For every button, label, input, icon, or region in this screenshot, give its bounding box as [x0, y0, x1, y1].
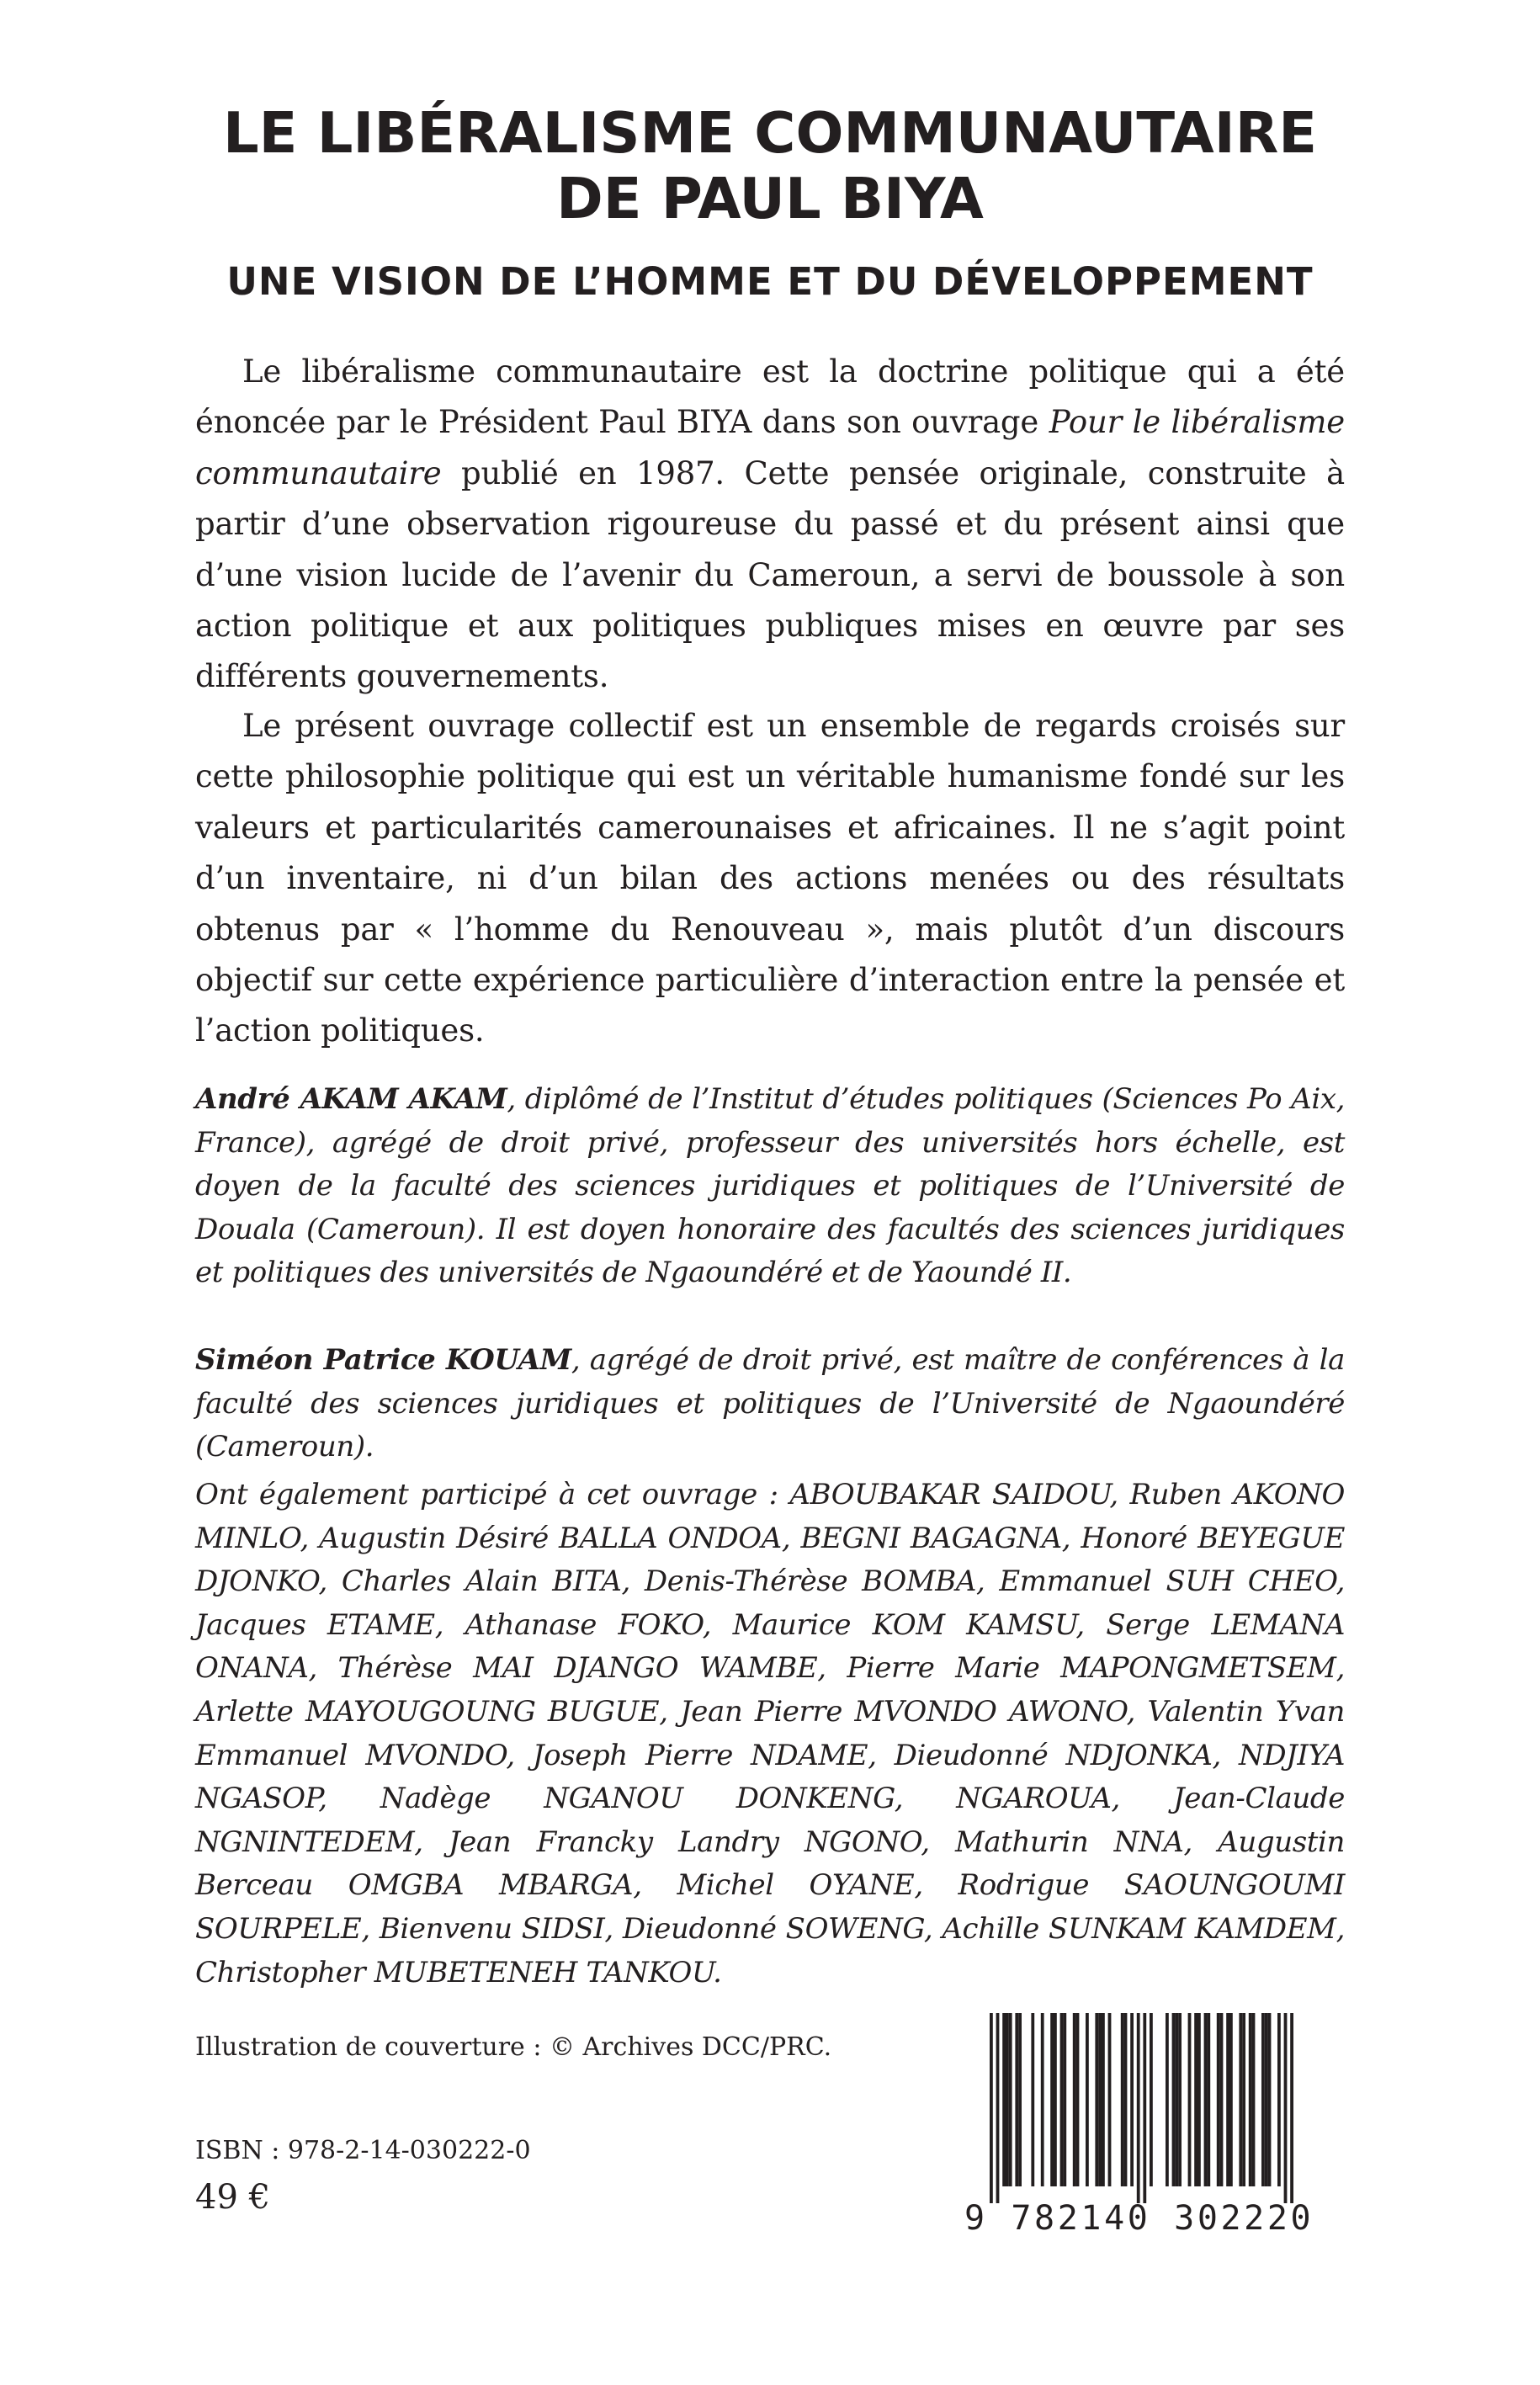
barcode-bar [1137, 2013, 1140, 2203]
barcode-bar [1124, 2013, 1128, 2186]
barcode-bar [1175, 2013, 1178, 2186]
barcode-bar [1018, 2013, 1022, 2186]
book-title-line-1: LE LIBÉRALISME COMMUNAUTAIRE [222, 100, 1318, 166]
isbn: ISBN : 978-2-14-030222-0 [195, 2136, 531, 2165]
referenced-book-title: Pour le libéralisme communautaire [195, 404, 1345, 491]
barcode-bar [1194, 2013, 1197, 2186]
barcode-bar [1050, 2013, 1054, 2186]
barcode-bar [1197, 2013, 1201, 2186]
barcode-digits: 9 782140 302220 [964, 2199, 1314, 2238]
barcode-bar [1284, 2013, 1288, 2203]
barcode-bar [1143, 2013, 1146, 2203]
barcode-bar [1217, 2013, 1220, 2186]
barcode-bar [1261, 2013, 1265, 2186]
barcode-bar [1102, 2013, 1105, 2186]
barcode-bar [1265, 2013, 1268, 2186]
barcode-bar [1188, 2013, 1192, 2186]
barcode-bar [1239, 2013, 1242, 2186]
barcode-bar [1252, 2013, 1256, 2186]
barcode-bar [1172, 2013, 1176, 2186]
price: 49 € [195, 2178, 271, 2217]
description-paragraph-2: Le présent ouvrage collectif est un ensemble de regards croisés sur cette philosophie politique qui est un véritable humanisme fondé sur les valeurs et particularités camerounaises et africaines. Il ne s’agit point d’un inventaire, ni d’un bilan des actions menées ou des résultats obtenus par « l’homme du Renouveau », mais plutôt d’un discours objectif sur cette expérience particulière d’interaction entre la pensée et l’action politiques. [195, 708, 1345, 1049]
barcode-bar [1031, 2013, 1034, 2186]
barcode-bar [1204, 2013, 1208, 2186]
barcode-bar [1073, 2013, 1076, 2186]
barcode-bar [1041, 2013, 1044, 2186]
author-bio-text: , agrégé de droit privé, est maître de conférences à la faculté des sciences juridiques et politiques de l’Université de Ngaoundéré (Cameroun). [195, 1343, 1346, 1464]
barcode-bar [1242, 2013, 1245, 2186]
author-bio-2 [195, 1339, 1345, 1469]
barcode-bar [1009, 2013, 1012, 2186]
barcode-bar [1095, 2013, 1098, 2186]
description-text: publié en 1987. Cette pensée originale, construite à partir d’une observation rigoureuse du passé et du présent ainsi que d’une vision lucide de l’avenir du Cameroun, a servi de boussole à son action politique et aux politiques publiques mises en œuvre par ses différents gouvernements. [195, 454, 1345, 695]
barcode-bar [1130, 2013, 1134, 2186]
author-name: Siméon Patrice KOUAM [195, 1343, 571, 1377]
barcode-bar [1076, 2013, 1080, 2186]
description-paragraph-1 [195, 347, 1345, 703]
barcode-bar [1060, 2013, 1064, 2186]
barcode-bar [1086, 2013, 1089, 2186]
author-name: André AKAM AKAM [195, 1082, 507, 1116]
barcode-bar [1015, 2013, 1018, 2186]
barcode-bar [1229, 2013, 1233, 2186]
barcode-bar [1220, 2013, 1224, 2186]
illustration-credit: Illustration de couverture : © Archives DCC/PRC. [195, 2032, 832, 2062]
barcode-bar [1121, 2013, 1124, 2186]
barcode-bar [1108, 2013, 1112, 2186]
author-bio-1 [195, 1078, 1345, 1295]
barcode-bar [1150, 2013, 1153, 2186]
barcode-bar [1063, 2013, 1066, 2186]
barcode [964, 2013, 1318, 2236]
author-bio-text: , diplômé de l’Institut d’études politiques (Sciences Po Aix, France), agrégé de droit privé, professeur des universités hors échelle, est doyen de la faculté des sciences juridiques et politiques de l’Université de Douala (Cameroun). Il est doyen honoraire des facultés des sciences juridiques et politiques des universités de Ngaoundéré et de Yaoundé II. [195, 1082, 1345, 1290]
barcode-bar [1207, 2013, 1210, 2186]
barcode-bar [1002, 2013, 1006, 2186]
barcode-bars [964, 2013, 1318, 2203]
barcode-bar [990, 2013, 993, 2203]
barcode-bar [1290, 2013, 1293, 2203]
barcode-bar [1178, 2013, 1182, 2186]
barcode-bar [1098, 2013, 1102, 2186]
book-subtitle: UNE VISION DE L’HOMME ET DU DÉVELOPPEMENT [226, 259, 1314, 304]
barcode-bar [1054, 2013, 1057, 2186]
barcode-bar [1268, 2013, 1272, 2186]
barcode-bar [1249, 2013, 1252, 2186]
barcode-bar [1006, 2013, 1009, 2186]
contributors-list: Ont également participé à cet ouvrage : ABOUBAKAR SAIDOU, Ruben AKONO MINLO, Augustin Désiré BALLA ONDOA, BEGNI BAGAGNA, Honoré BEYEGUE DJONKO, Charles Alain BITA, Denis-Thérèse BOMBA, Emmanuel SUH CHEO, Jacques ETAME, Athanase FOKO, Maurice KOM KAMSU, Serge LEMANA ONANA, Thérèse MAI DJANGO WAMBE, Pierre Marie MAPONGMETSEM, Arlette MAYOUGOUNG BUGUE, Jean Pierre MVONDO AWONO, Valentin Yvan Emmanuel MVONDO, Joseph Pierre NDAME, Dieudonné NDJONKA, NDJIYA NGASOP, Nadège NGANOU DONKENG, NGAROUA, Jean-Claude NGNINTEDEM, Jean Francky Landry NGONO, Mathurin NNA, Augustin Berceau OMGBA MBARGA, Michel OYANE, Rodrigue SAOUNGOUMI SOURPELE, Bienvenu SIDSI, Dieudonné SOWENG, Achille SUNKAM KAMDEM, Christopher MUBETENEH TANKOU. [195, 1478, 1345, 1989]
barcode-bar [996, 2013, 1000, 2203]
barcode-bar [1277, 2013, 1281, 2186]
description-text: Le libéralisme communautaire est la doctrine politique qui a été énoncée par le Président Paul BIYA dans son ouvrage [195, 353, 1345, 441]
barcode-bar [1166, 2013, 1169, 2186]
book-title-line-2: DE PAUL BIYA [556, 166, 984, 231]
barcode-bar [1226, 2013, 1229, 2186]
